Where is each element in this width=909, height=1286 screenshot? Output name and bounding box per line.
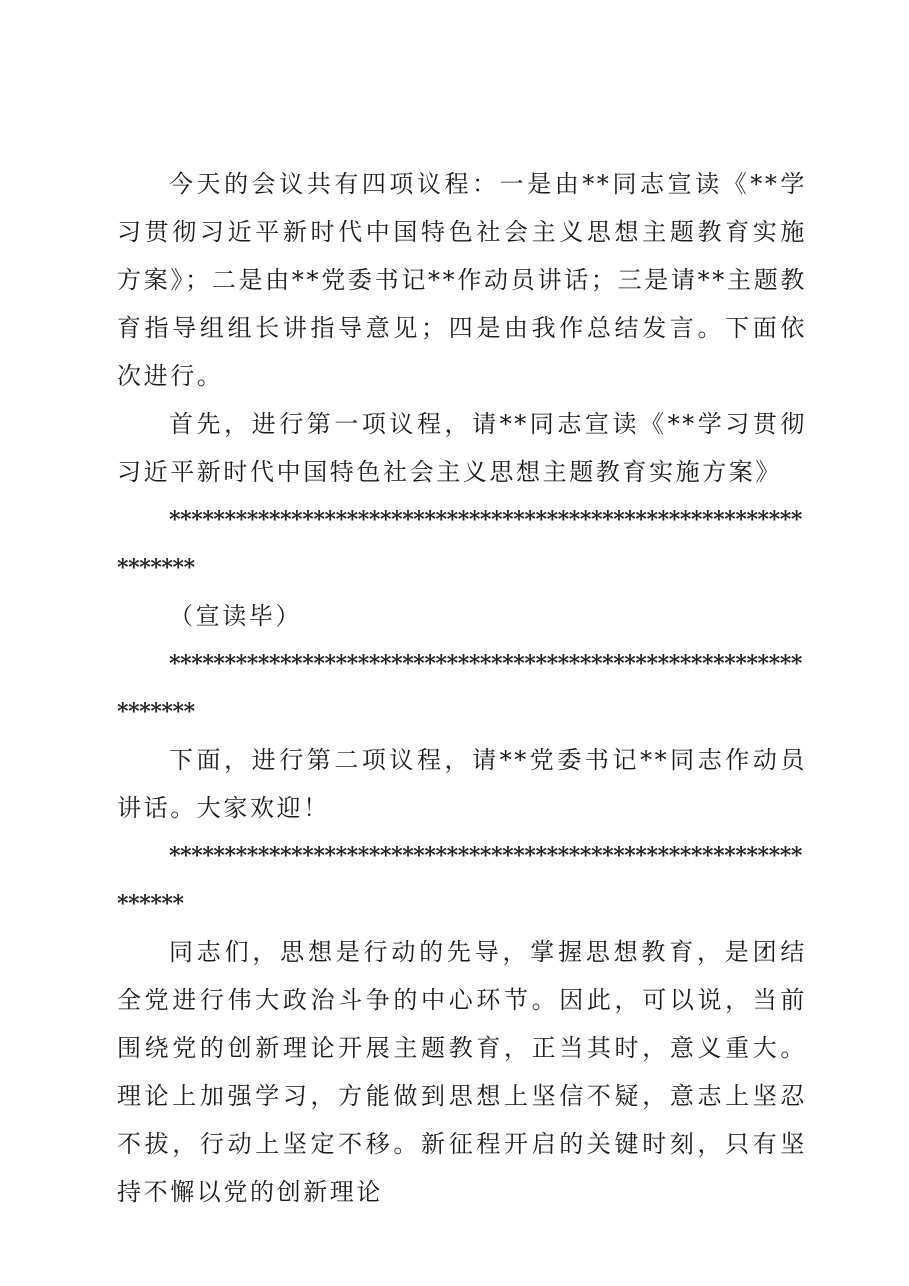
- paragraph-first-item: 首先，进行第一项议程，请**同志宣读《**学习贯彻习近平新时代中国特色社会主义思想主题教育实施方案》: [117, 410, 807, 486]
- paragraph-speech: 同志们，思想是行动的先导，掌握思想教育，是团结全党进行伟大政治斗争的中心环节。因此，可以说，当前围绕党的创新理论开展主题教育，正当其时，意义重大。理论上加强学习，方能做到思想上坚信不疑，意志上坚忍不拔，行动上坚定不移。新征程开启的关键时刻，只有坚持不懈以党的创新理论: [117, 938, 807, 1206]
- redacted-separator-1: ****************************************************************: [117, 507, 802, 581]
- reading-finished-note: （宣读毕）: [169, 602, 302, 630]
- paragraph-agenda-overview: 今天的会议共有四项议程：一是由**同志宣读《**学习贯彻习近平新时代中国特色社会主义思想主题教育实施方案》；二是由**党委书记**作动员讲话；三是请**主题教育指导组组长讲指导意见；四是由我作总结发言。下面依次进行。: [117, 170, 807, 390]
- document-body: [117, 160, 807, 1216]
- redacted-separator-3: ***************************************************************: [117, 843, 802, 917]
- redacted-separator-2: ****************************************************************: [117, 651, 802, 725]
- paragraph-second-item: 下面，进行第二项议程，请**党委书记**同志作动员讲话。大家欢迎！: [117, 746, 807, 822]
